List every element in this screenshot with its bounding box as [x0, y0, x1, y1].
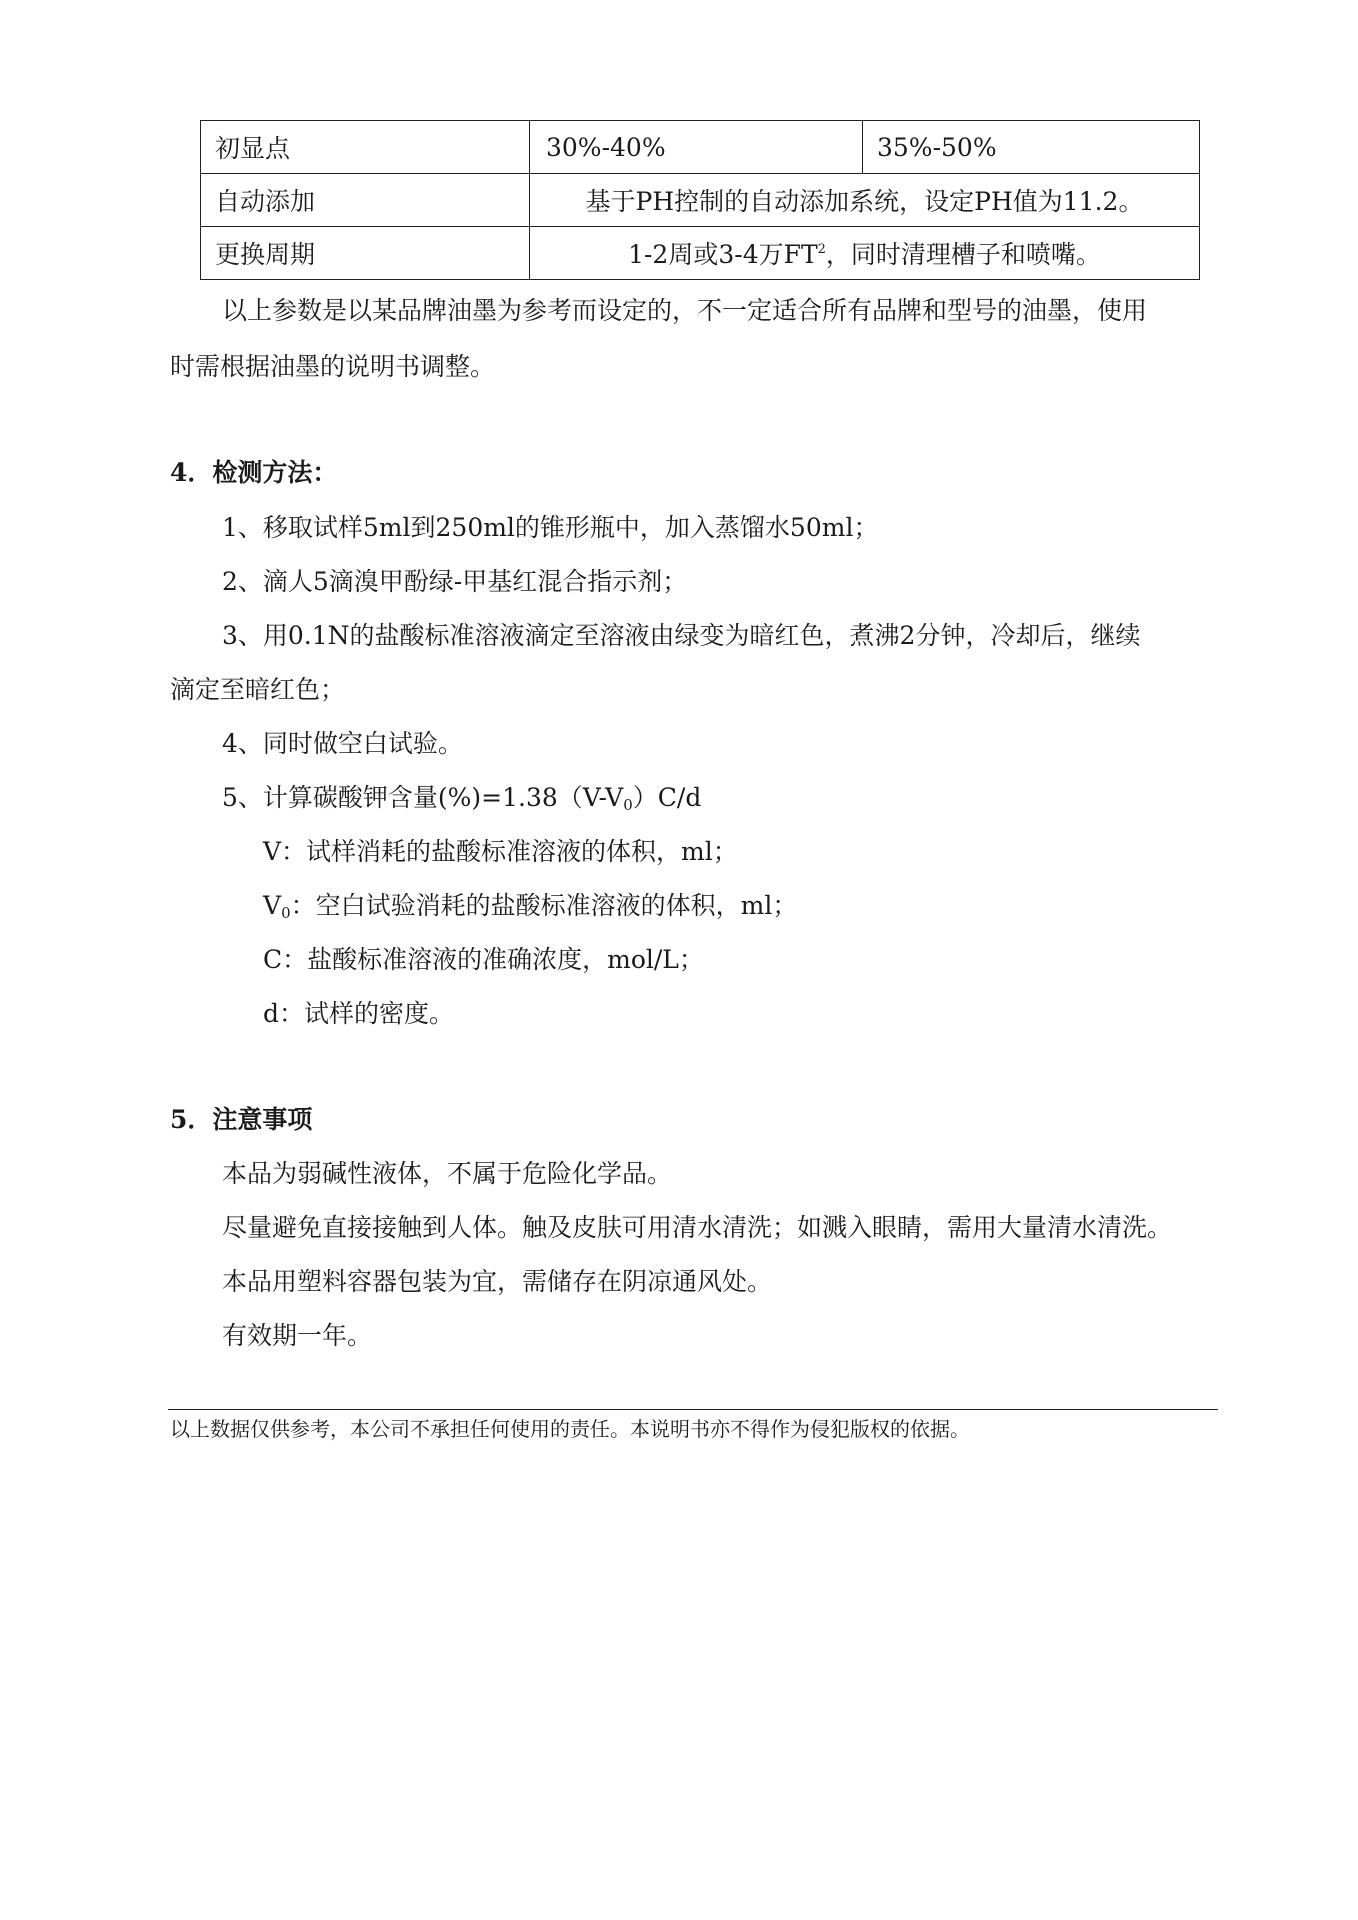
notice-item: 本品用塑料容器包装为宜，需储存在阴凉通风处。	[222, 1267, 773, 1296]
table-row	[201, 174, 1200, 227]
step-text: 1、移取试样5ml到250ml的锥形瓶中，加入蒸馏水50ml；	[222, 513, 879, 542]
table-cell-label: 更换周期	[201, 227, 530, 280]
notice-item: 尽量避免直接接触到人体。触及皮肤可用清水清洗；如溅入眼睛，需用大量清水清洗。	[222, 1213, 1173, 1242]
table-cell-merged	[530, 227, 1200, 280]
note-line: 时需根据油墨的说明书调整。	[170, 352, 496, 381]
variable-text: ：空白试验消耗的盐酸标准溶液的体积，ml；	[290, 891, 798, 920]
step-text: 2、滴人5滴溴甲酚绿-甲基红混合指示剂；	[222, 567, 688, 596]
note-line: 以上参数是以某品牌油墨为参考而设定的，不一定适合所有品牌和型号的油墨，使用	[222, 296, 1148, 325]
subscript: 0	[281, 904, 291, 922]
variable-definition: V：试样消耗的盐酸标准溶液的体积，ml；	[263, 837, 738, 866]
step-text: 3、用0.1N的盐酸标准溶液滴定至溶液由绿变为暗红色，煮沸2分钟，冷却后，继续	[222, 621, 1141, 650]
table-cell-merged: 基于PH控制的自动添加系统，设定PH值为11.2。	[530, 174, 1200, 227]
formula-text: 5、计算碳酸钾含量(%)=1.38（V-V	[222, 783, 624, 812]
superscript: 2	[817, 242, 826, 257]
section-heading: 4．检测方法：	[170, 458, 338, 487]
table-cell: 35%-50%	[863, 121, 1200, 174]
variable-definition: C：盐酸标准溶液的准确浓度，mol/L；	[263, 945, 704, 974]
formula-text: ）C/d	[632, 783, 702, 812]
footer-disclaimer: 以上数据仅供参考，本公司不承担任何使用的责任。本说明书亦不得作为侵犯版权的依据。	[170, 1417, 970, 1441]
table-row	[201, 227, 1200, 280]
step-text: 滴定至暗红色；	[170, 675, 346, 704]
table-row	[201, 121, 1200, 174]
variable-definition	[263, 891, 797, 928]
parameter-table	[200, 120, 1200, 280]
notice-item: 有效期一年。	[222, 1321, 373, 1350]
cell-text: ，同时清理槽子和喷嘴。	[825, 240, 1101, 269]
notice-item: 本品为弱碱性液体，不属于危险化学品。	[222, 1159, 673, 1188]
section-heading: 5．注意事项	[170, 1105, 313, 1134]
subscript: 0	[623, 796, 633, 814]
table-cell-label: 初显点	[201, 121, 530, 174]
formula	[222, 783, 701, 820]
table-cell: 30%-40%	[530, 121, 863, 174]
footer-divider	[168, 1409, 1218, 1410]
step-text: 4、同时做空白试验。	[222, 729, 463, 758]
table-cell-label: 自动添加	[201, 174, 530, 227]
variable-text: V	[263, 891, 282, 920]
variable-definition: d：试样的密度。	[263, 999, 455, 1028]
cell-text: 1-2周或3-4万FT	[628, 240, 818, 269]
